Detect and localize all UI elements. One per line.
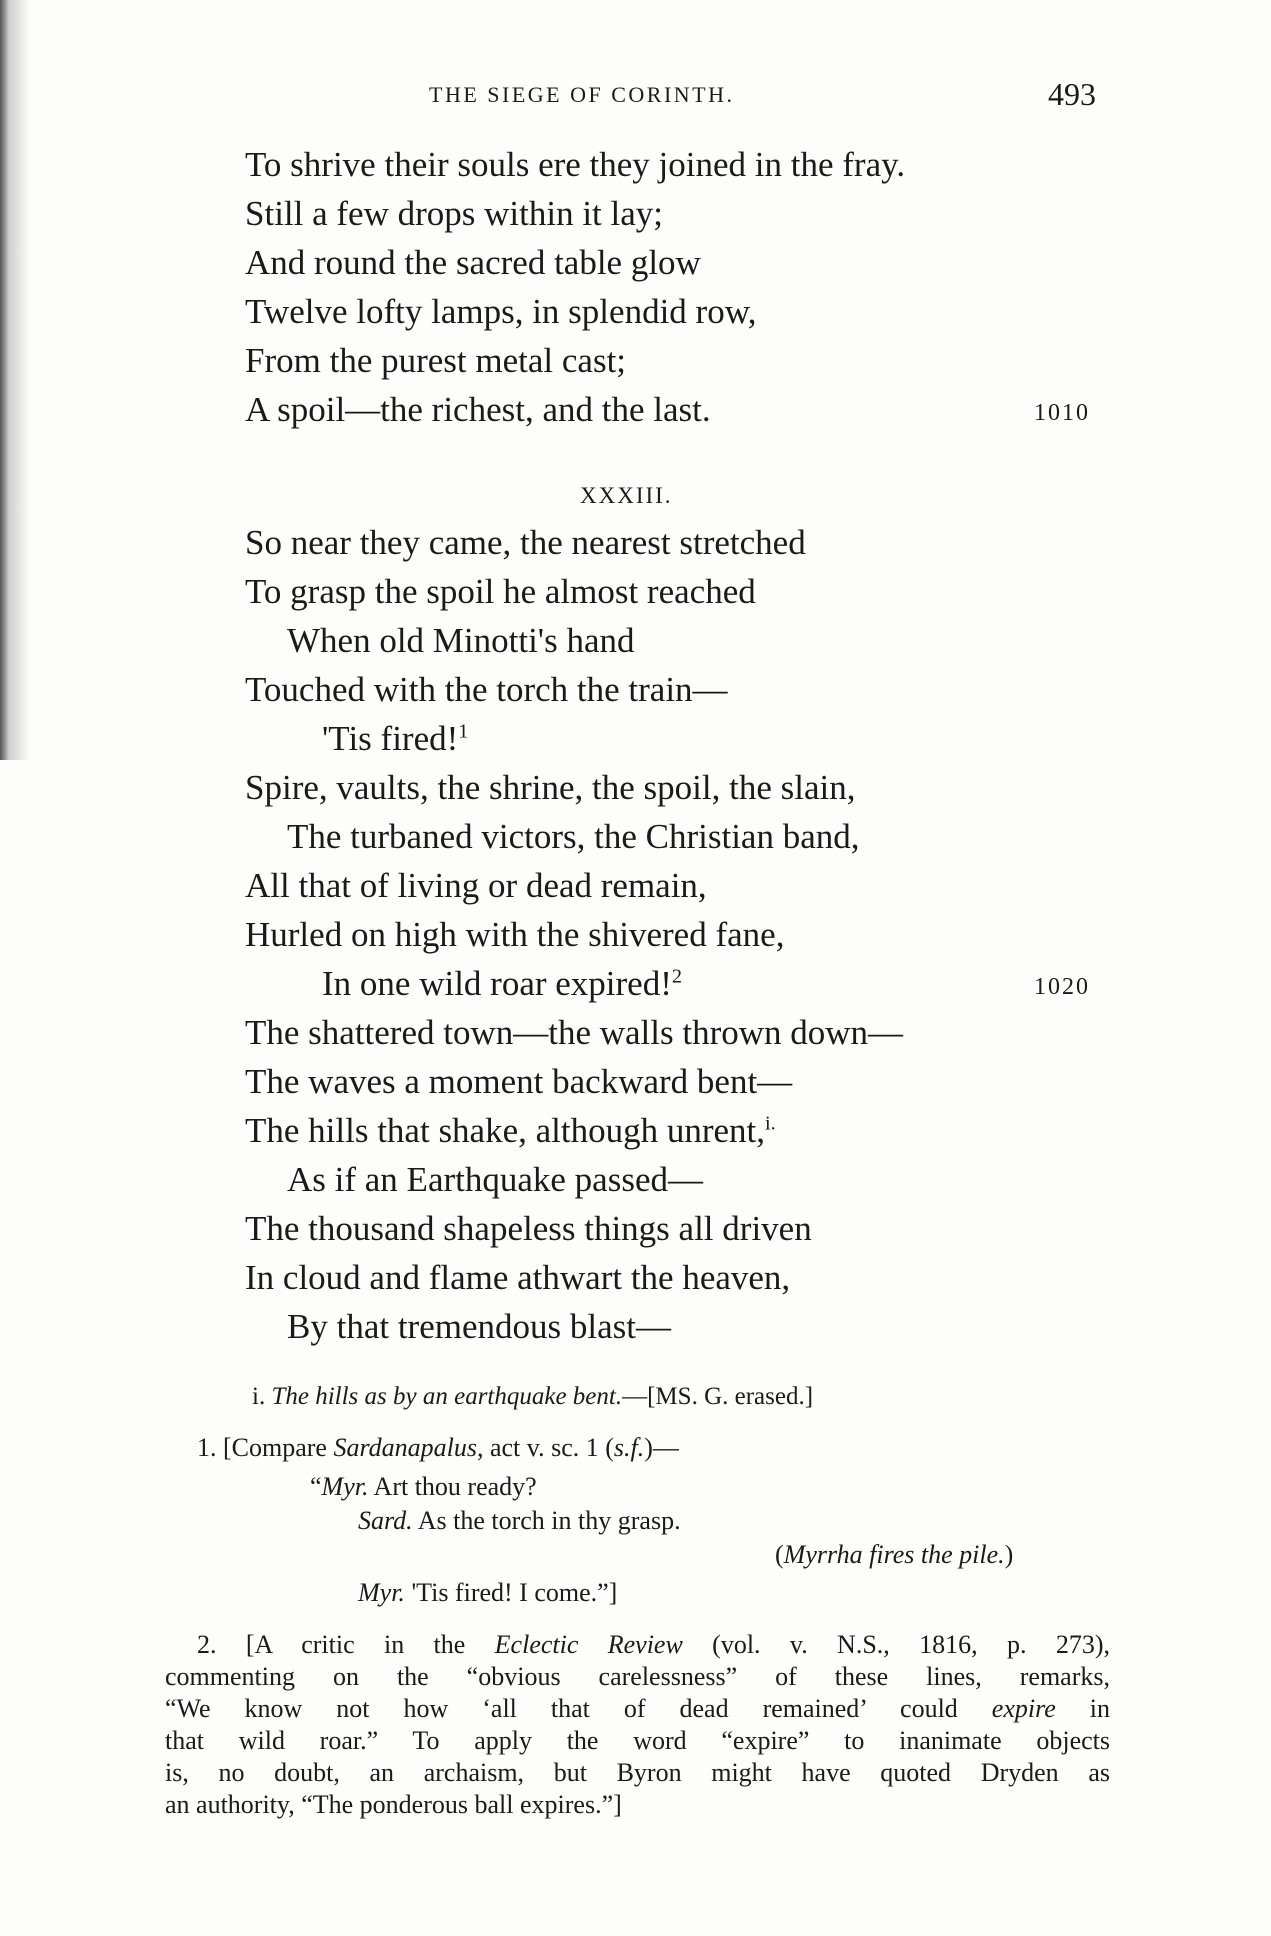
footnote-2-line	[197, 1630, 1110, 1660]
footnote-text: )	[1004, 1540, 1014, 1569]
poem-line	[322, 964, 682, 1004]
footnote-text: , act v. sc. 1 (	[476, 1433, 614, 1462]
work-title: Sardanapalus	[333, 1433, 477, 1462]
poem-line: To grasp the spoil he almost reached	[245, 572, 756, 611]
quote-line	[310, 1472, 537, 1502]
poem-line: The shattered town—the walls thrown down—	[245, 1013, 904, 1052]
poem-line: The turbaned victors, the Christian band,	[287, 817, 860, 856]
footnote-text: As the torch in thy grasp.	[412, 1506, 681, 1535]
poem-line: So near they came, the nearest stretched	[245, 523, 806, 562]
poem-line: Still a few drops within it lay;	[245, 194, 664, 233]
poem-line-text: 'Tis fired!	[322, 719, 459, 758]
footnote-2-marker: 2.	[197, 1630, 217, 1659]
poem-line: Hurled on high with the shivered fane,	[245, 915, 785, 954]
stage-direction-text: Myrrha fires the pile.	[783, 1540, 1005, 1569]
poem-line: All that of living or dead remain,	[245, 866, 707, 905]
poem-line: By that tremendous blast—	[287, 1307, 671, 1346]
poem-line	[245, 1111, 776, 1151]
page-number: 493	[1048, 76, 1096, 112]
footnote-2-line: commenting on the “obvious carelessness” of these lines, remarks,	[165, 1662, 1110, 1691]
footnote-text: expire	[991, 1694, 1056, 1723]
footnote-text: [Compare	[223, 1433, 334, 1462]
footnote-1-line	[197, 1433, 679, 1463]
line-number-1020: 1020	[1034, 974, 1090, 1000]
footnote-text: (vol. v. N.S., 1816, p. 273),	[682, 1630, 1111, 1659]
poem-line: To shrive their souls ere they joined in the fray.	[245, 145, 906, 184]
poem-line: The thousand shapeless things all driven	[245, 1209, 812, 1248]
quote-line	[358, 1506, 681, 1536]
speaker: Myr.	[358, 1578, 405, 1607]
poem-line: Touched with the torch the train—	[245, 670, 728, 709]
footnote-1-marker: 1.	[197, 1433, 217, 1462]
stage-direction	[775, 1540, 1013, 1570]
running-title: THE SIEGE OF CORINTH.	[429, 82, 735, 107]
quote-line	[358, 1578, 617, 1608]
work-title: Eclectic Review	[494, 1630, 683, 1659]
poem-line: The waves a moment backward bent—	[245, 1062, 793, 1101]
speaker: Myr.	[321, 1472, 369, 1501]
poem-line: Twelve lofty lamps, in splendid row,	[245, 292, 757, 331]
variant-note-marker: i.	[252, 1383, 266, 1410]
variant-note-text: The hills as by an earthquake bent.	[271, 1383, 623, 1410]
poem-line: From the purest metal cast;	[245, 341, 627, 380]
footnote-text: [A critic in the	[245, 1630, 495, 1659]
footnote-text: )—	[644, 1433, 679, 1462]
footnote-text: in	[1055, 1694, 1110, 1723]
footnote-2-line	[165, 1694, 1110, 1724]
poem-line-text: In one wild roar expired!	[322, 964, 672, 1003]
variant-note	[252, 1383, 813, 1411]
footnote-text: “We know not how ‘all that of dead remained’ could	[165, 1694, 992, 1723]
poem-line	[322, 719, 468, 759]
poem-line-text: The hills that shake, although unrent,	[245, 1111, 766, 1150]
footnote-2-line: that wild roar.” To apply the word “expire” to inanimate objects	[165, 1726, 1110, 1755]
footnote-mark: 1	[458, 720, 469, 743]
footnote-2-line: an authority, “The ponderous ball expires.”]	[165, 1790, 622, 1819]
section-numeral: XXXIII.	[580, 483, 673, 508]
poem-line: When old Minotti's hand	[287, 621, 635, 660]
speaker: Sard.	[358, 1506, 413, 1535]
page-header	[0, 76, 1271, 116]
footnote-text: (	[775, 1540, 784, 1569]
variant-note-source: —[MS. G. erased.]	[622, 1383, 814, 1410]
footnote-mark: 2	[671, 965, 683, 988]
poem-line: In cloud and flame athwart the heaven,	[245, 1258, 791, 1297]
line-number-1010: 1010	[1034, 400, 1090, 426]
poem-line: And round the sacred table glow	[245, 243, 701, 282]
poem-line: Spire, vaults, the shrine, the spoil, the slain,	[245, 768, 856, 807]
footnote-text: “	[310, 1472, 322, 1501]
footnote-text: Art thou ready?	[368, 1472, 537, 1501]
poem-line: A spoil—the richest, and the last.	[245, 390, 711, 429]
footnote-2-line: is, no doubt, an archaism, but Byron might have quoted Dryden as	[165, 1758, 1110, 1787]
footnote-text: 'Tis fired! I come.”]	[404, 1578, 618, 1607]
footnote-text: s.f.	[613, 1433, 645, 1462]
variant-mark: i.	[765, 1112, 776, 1135]
poem-line: As if an Earthquake passed—	[287, 1160, 703, 1199]
